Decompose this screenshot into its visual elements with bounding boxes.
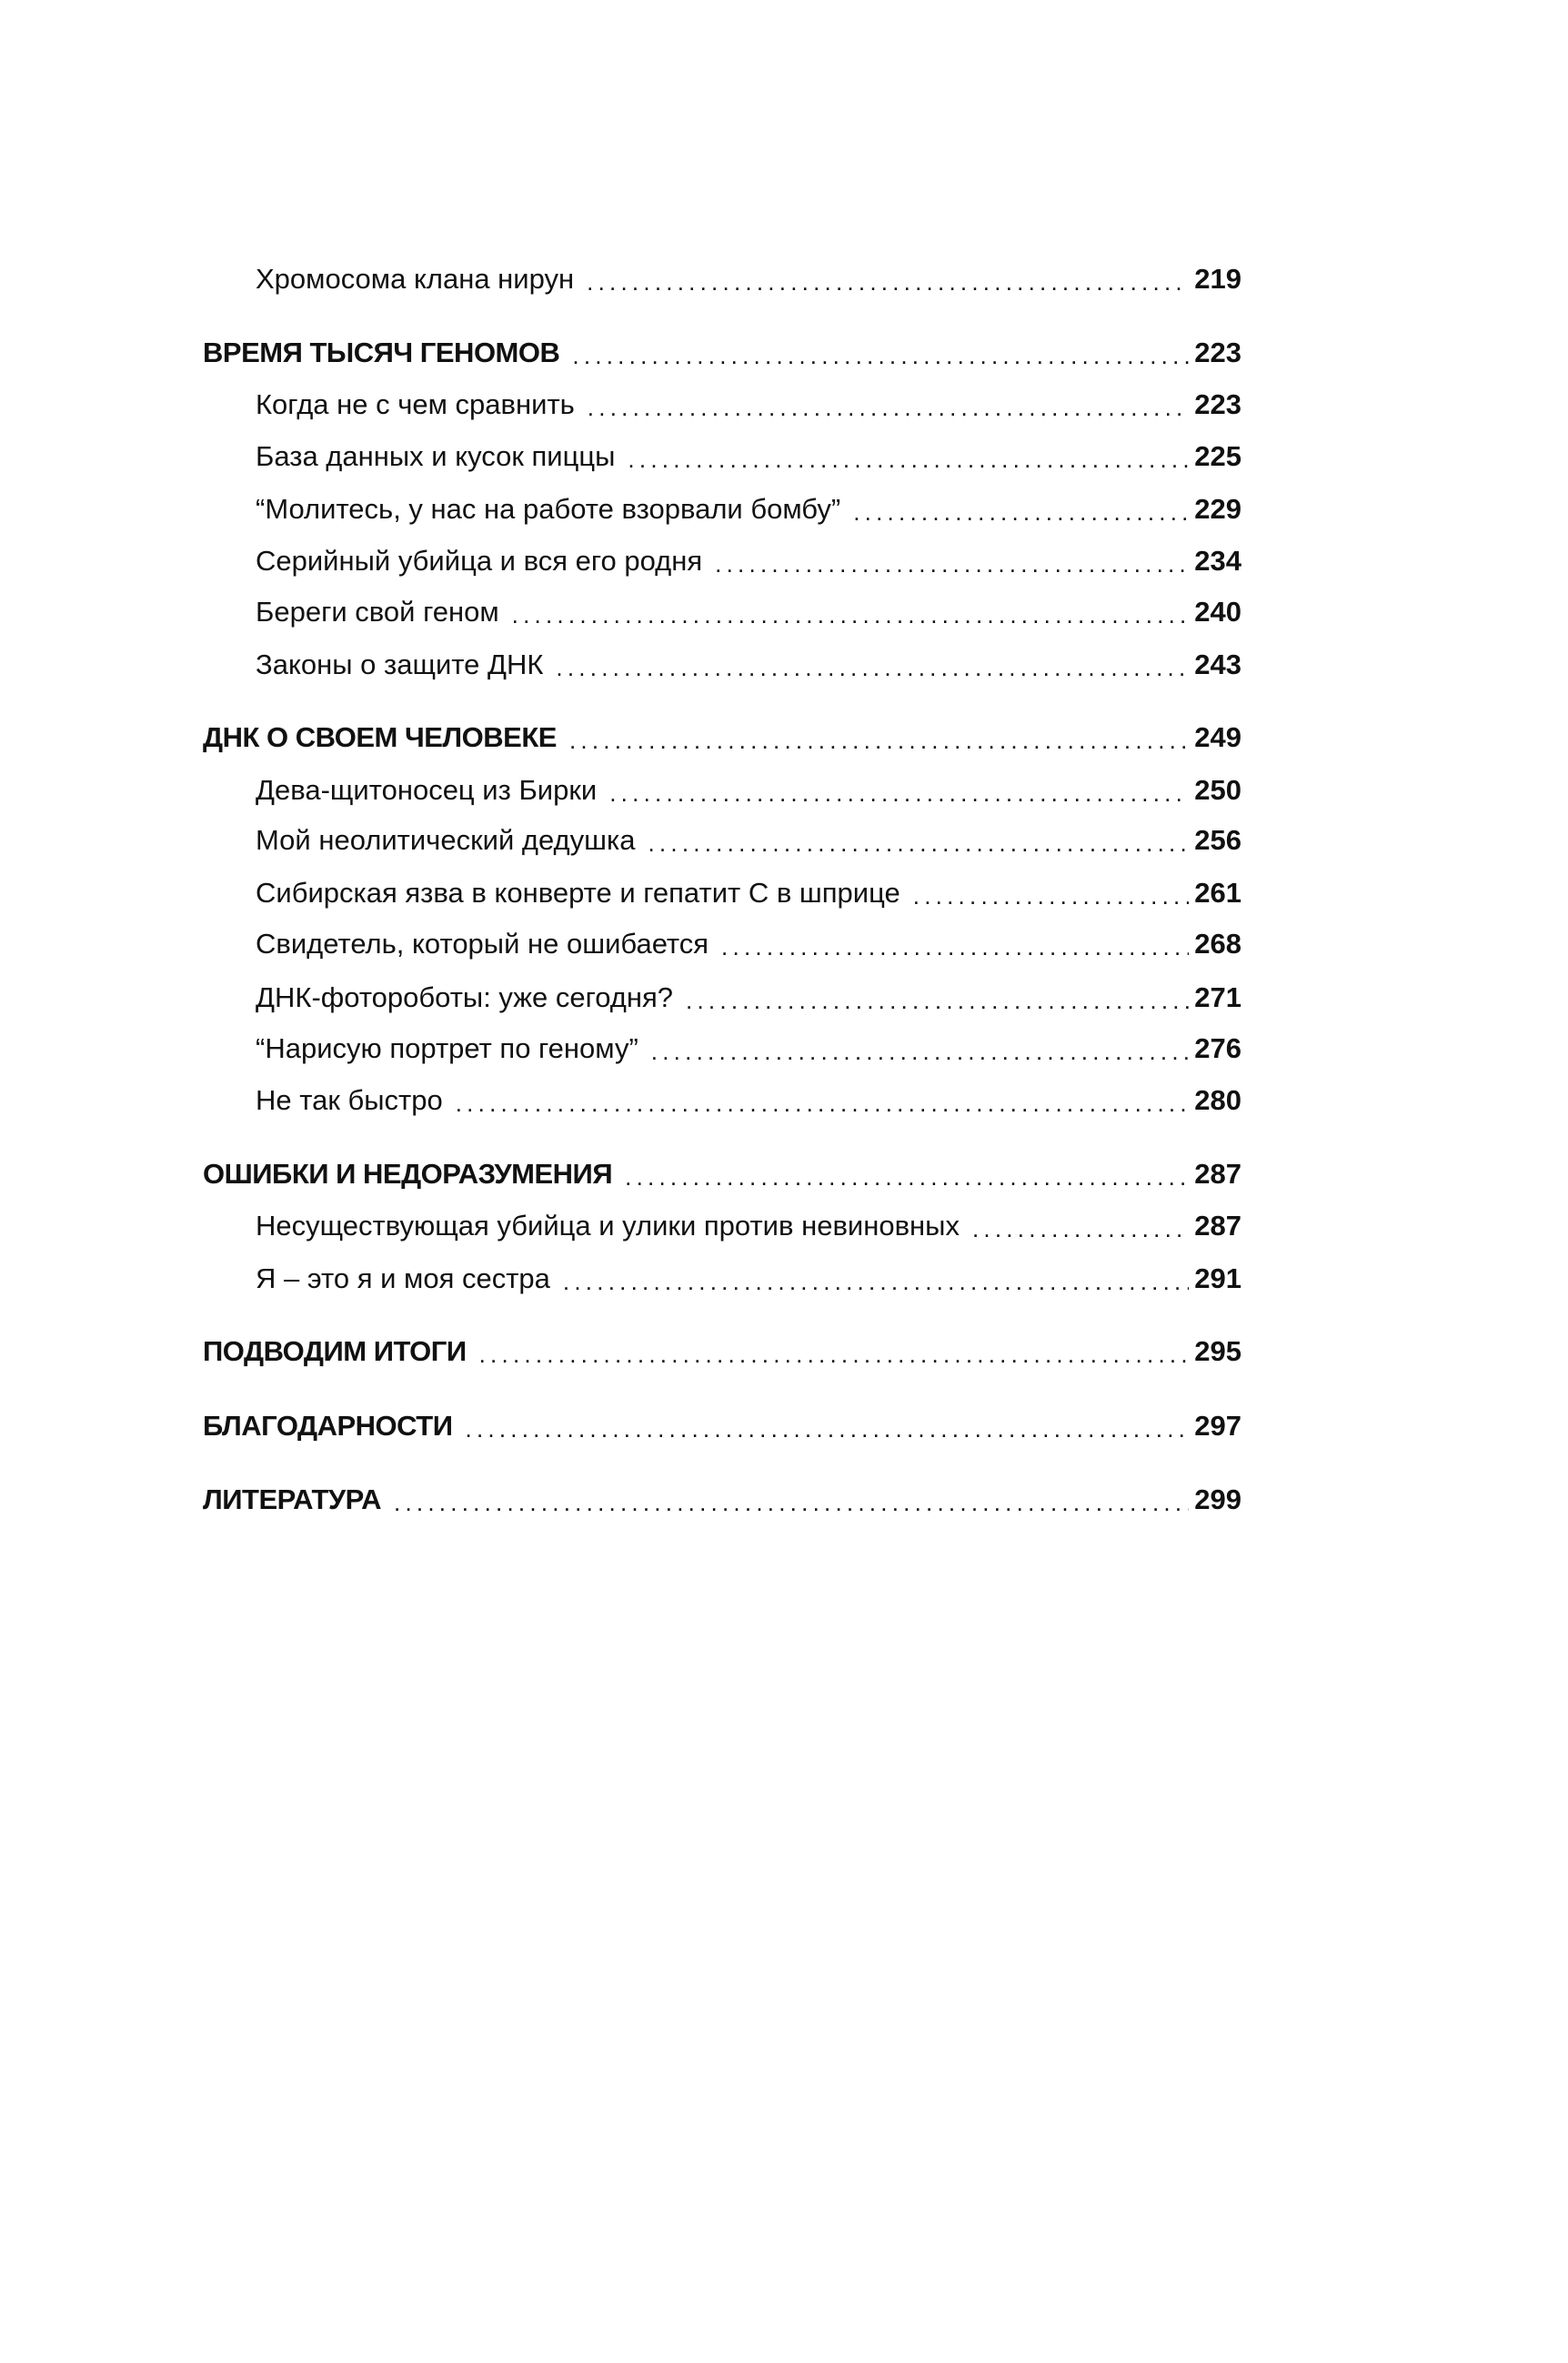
dot-leader [625, 1160, 1189, 1194]
toc-title: ВРЕМЯ ТЫСЯЧ ГЕНОМОВ [203, 337, 560, 368]
toc-section [203, 1406, 1241, 1446]
toc-title: Несуществующая убийца и улики против невиновных [256, 1210, 960, 1242]
toc-section [203, 718, 1241, 758]
toc-page-number: 280 [1194, 1084, 1241, 1116]
dot-leader [648, 826, 1189, 860]
toc-entry [256, 1259, 1241, 1299]
toc-page-number: 223 [1194, 388, 1241, 420]
dot-leader [563, 1264, 1189, 1299]
dot-leader [466, 1412, 1190, 1446]
toc-section [203, 1332, 1241, 1372]
toc-page-number: 295 [1194, 1335, 1241, 1367]
toc-entry [256, 437, 1241, 477]
toc-entry [256, 820, 1241, 860]
toc-title: База данных и кусок пиццы [256, 440, 616, 472]
toc-title: ПОДВОДИМ ИТОГИ [203, 1335, 467, 1367]
toc-page-number: 299 [1194, 1483, 1241, 1515]
toc-entry [256, 978, 1241, 1018]
toc-entry [256, 259, 1241, 299]
dot-leader [587, 265, 1189, 299]
toc-section [203, 1154, 1241, 1194]
toc-title: ЛИТЕРАТУРА [203, 1483, 382, 1515]
toc-section [203, 333, 1241, 373]
toc-page-number: 225 [1194, 440, 1241, 472]
toc-entry [256, 924, 1241, 964]
dot-leader [556, 650, 1189, 685]
toc-title: Я – это я и моя сестра [256, 1262, 550, 1294]
toc-title: БЛАГОДАРНОСТИ [203, 1410, 453, 1442]
toc-title: Свидетель, который не ошибается [256, 928, 709, 960]
dot-leader [588, 390, 1189, 425]
toc-title: ДНК-фотороботы: уже сегодня? [256, 981, 674, 1013]
toc-title: Когда не с чем сравнить [256, 388, 575, 420]
toc-page-number: 243 [1194, 649, 1241, 680]
toc-title: Дева-щитоносец из Бирки [256, 774, 598, 806]
toc-page-number: 219 [1194, 263, 1241, 295]
dot-leader [628, 442, 1189, 477]
toc-entry [256, 645, 1241, 685]
toc-title: Сибирская язва в конверте и гепатит С в шприце [256, 877, 900, 909]
toc-title: ОШИБКИ И НЕДОРАЗУМЕНИЯ [203, 1158, 613, 1190]
toc-title: Законы о защите ДНК [256, 649, 544, 680]
toc-title: Мой неолитический дедушка [256, 824, 636, 856]
toc-page-number: 261 [1194, 877, 1241, 909]
dot-leader [853, 495, 1189, 529]
toc-entry [256, 770, 1241, 810]
toc-page-number: 256 [1194, 824, 1241, 856]
dot-leader [456, 1086, 1190, 1121]
toc-page-number: 276 [1194, 1032, 1241, 1064]
toc-title: Береги свой геном [256, 596, 499, 628]
toc-title: Хромосома клана нирун [256, 263, 575, 295]
dot-leader [913, 879, 1190, 913]
toc-entry [256, 385, 1241, 425]
dot-leader [651, 1034, 1189, 1069]
toc-page-number: 250 [1194, 774, 1241, 806]
dot-leader [609, 776, 1189, 810]
toc-page-number: 291 [1194, 1262, 1241, 1294]
toc-title: ДНК О СВОЕМ ЧЕЛОВЕКЕ [203, 721, 557, 753]
toc-entry [256, 1029, 1241, 1069]
dot-leader [479, 1337, 1190, 1372]
toc-page-number: 268 [1194, 928, 1241, 960]
toc-title: “Нарисую портрет по геному” [256, 1032, 638, 1064]
dot-leader [686, 983, 1189, 1018]
toc-title: “Молитесь, у нас на работе взорвали бомбу” [256, 493, 841, 525]
toc-entry [256, 541, 1241, 581]
toc-page-number: 297 [1194, 1410, 1241, 1442]
dot-leader [394, 1485, 1189, 1520]
toc-page-number: 287 [1194, 1158, 1241, 1190]
toc-page-number: 249 [1194, 721, 1241, 753]
toc-page-number: 240 [1194, 596, 1241, 628]
toc-entry [256, 489, 1241, 529]
toc-title: Серийный убийца и вся его родня [256, 545, 703, 577]
toc-page-number: 287 [1194, 1210, 1241, 1242]
toc-entry [256, 873, 1241, 913]
dot-leader [721, 930, 1189, 964]
toc-section [203, 1480, 1241, 1520]
toc-page-number: 271 [1194, 981, 1241, 1013]
toc-page-number: 223 [1194, 337, 1241, 368]
toc-page-number: 229 [1194, 493, 1241, 525]
toc-entry [256, 1081, 1241, 1121]
dot-leader [715, 547, 1189, 581]
dot-leader [972, 1212, 1189, 1246]
toc-entry [256, 592, 1241, 632]
toc-page-number: 234 [1194, 545, 1241, 577]
toc-title: Не так быстро [256, 1084, 443, 1116]
dot-leader [569, 723, 1189, 758]
dot-leader [572, 338, 1189, 373]
dot-leader [512, 598, 1190, 632]
toc-entry [256, 1206, 1241, 1246]
